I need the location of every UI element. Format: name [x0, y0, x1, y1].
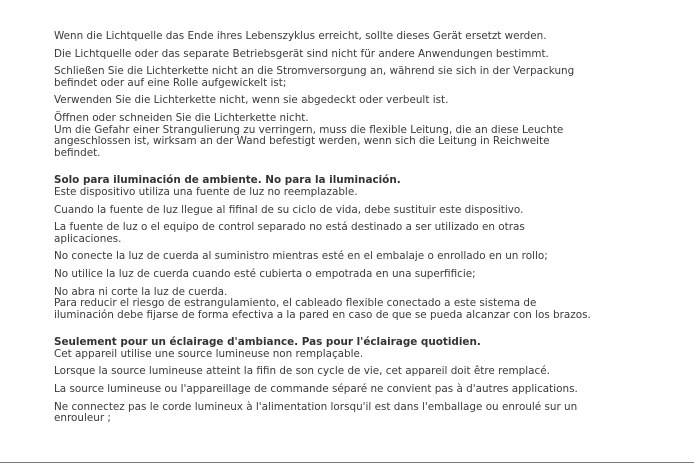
fr-paragraph-2: Lorsque la source lumineuse atteint la fifin de son cycle de vie, cet appareil doit être remplacé.: [54, 365, 550, 378]
de-paragraph-4: Verwenden Sie die Lichterkette nicht, wenn sie abgedeckt oder verbeult ist.: [54, 94, 449, 107]
de-paragraph-5: Öffnen oder schneiden Sie die Lichterkette nicht.: [54, 111, 309, 124]
es-paragraph-5: No utilice la luz de cuerda cuando esté cubierta o empotrada en una superfificie;: [54, 267, 476, 280]
fr-paragraph-4: Ne connectez pas le corde lumineux à l'alimentation lorsqu'il est dans l'emballage ou enroulé sur un enrouleur ;: [54, 400, 578, 425]
es-paragraph-7: Para reducir el riesgo de estrangulamiento, el cableado flexible conectado a este sistema de iluminación debe fijarse de forma efectiva a la pared en caso de que se pueda alcanzar con los brazos.: [54, 297, 591, 321]
french-section: [54, 337, 669, 425]
es-paragraph-3: La fuente de luz o el equipo de control separado no está destinado a ser utilizado en otras aplicaciones.: [54, 221, 525, 245]
de-paragraph-1: Wenn die Lichtquelle das Ende ihres Lebenszyklus erreicht, sollte dieses Gerät ersetzt werden.: [54, 30, 547, 42]
es-paragraph-4: No conecte la luz de cuerda al suministro mientras esté en el embalaje o enrollado en un rollo;: [54, 250, 548, 263]
document-body: [54, 31, 669, 431]
es-paragraph-6: No abra ni corte la luz de cuerda.: [54, 285, 228, 298]
fr-paragraph-3: La source lumineuse ou l'appareillage de commande séparé ne convient pas à d'autres applications.: [54, 383, 578, 396]
es-paragraph-2: Cuando la fuente de luz llegue al fifinal de su ciclo de vida, debe sustituir este dispositivo.: [54, 203, 524, 216]
fr-paragraph-1: Cet appareil utilise une source lumineuse non remplaçable.: [54, 347, 364, 360]
de-paragraph-3: Schließen Sie die Lichterkette nicht an die Stromversorgung an, während sie sich in der Verpackung befindet oder auf eine Rolle aufgewickelt ist;: [54, 65, 575, 89]
de-paragraph-2: Die Lichtquelle oder das separate Betriebsgerät sind nicht für andere Anwendungen bestimmt.: [54, 47, 549, 60]
fr-heading: Seulement pour un éclairage d'ambiance. Pas pour l'éclairage quotidien.: [54, 336, 481, 349]
german-section: [54, 31, 669, 159]
spanish-section: [54, 175, 669, 321]
es-heading: Solo para iluminación de ambiente. No para la iluminación.: [54, 174, 401, 187]
es-paragraph-1: Este dispositivo utiliza una fuente de luz no reemplazable.: [54, 185, 358, 198]
de-paragraph-6: Um die Gefahr einer Strangulierung zu verringern, muss die flexible Leitung, die an diese Leuchte angeschlossen ist, wirksam an der Wand befestigt werden, wenn sich die Leitung in Reichweite befindet.: [54, 123, 564, 159]
bottom-divider: [0, 462, 694, 463]
